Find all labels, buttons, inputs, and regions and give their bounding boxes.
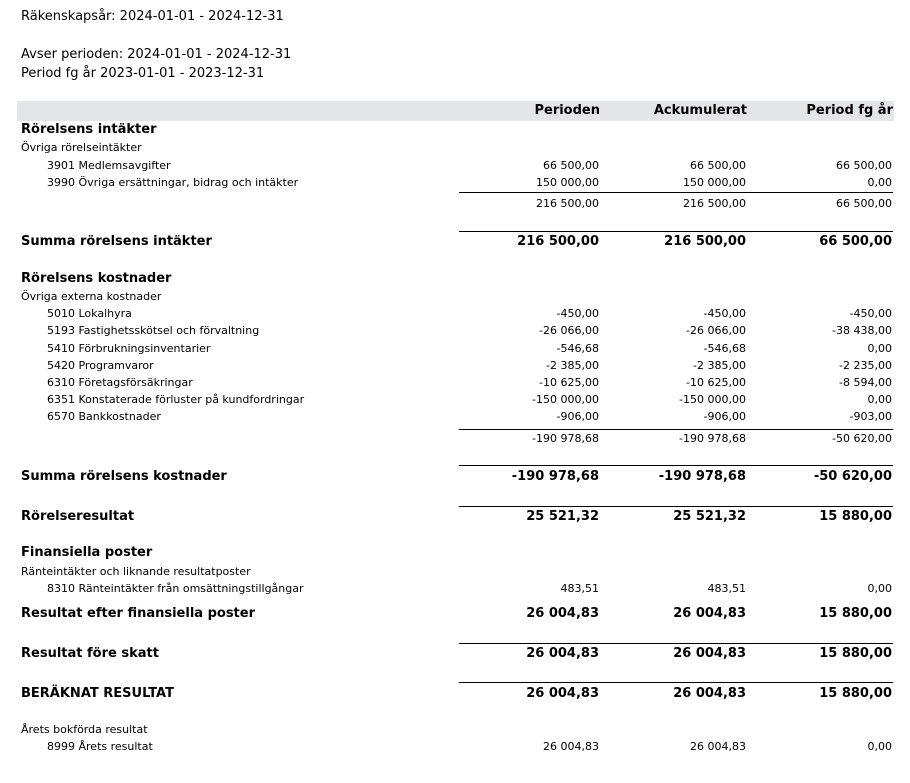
sum-rule	[459, 643, 893, 644]
table-row	[0, 740, 910, 754]
value-period: 26 004,83	[543, 740, 599, 753]
table-row	[0, 342, 910, 356]
value-accumulated: 483,51	[707, 582, 746, 595]
account-label: 5010 Lokalhyra	[47, 307, 132, 320]
sum-rule	[459, 465, 893, 466]
value-period: 25 521,32	[526, 509, 599, 524]
value-accumulated: -2 385,00	[693, 359, 746, 372]
value-previous-year: -50 620,00	[832, 432, 892, 445]
table-row	[0, 307, 910, 321]
value-period: -10 625,00	[539, 376, 599, 389]
account-label: 6570 Bankkostnader	[47, 410, 161, 423]
account-label: 3901 Medlemsavgifter	[47, 159, 171, 172]
table-row	[0, 393, 910, 407]
value-accumulated: 26 004,83	[673, 686, 746, 701]
section-title-costs	[0, 271, 910, 287]
value-previous-year: -450,00	[849, 307, 892, 320]
group-title: Årets bokförda resultat	[21, 723, 148, 736]
value-period: -906,00	[556, 410, 599, 423]
account-label: 5193 Fastighetsskötsel och förvaltning	[47, 324, 260, 337]
sum-rule	[459, 682, 893, 683]
table-row	[0, 376, 910, 390]
table-row	[0, 159, 910, 173]
account-label: 3990 Övriga ersättningar, bidrag och intäkter	[47, 176, 299, 189]
value-period: -450,00	[556, 307, 599, 320]
sum-row-costs	[0, 469, 910, 485]
group-title: Övriga externa kostnader	[21, 290, 162, 303]
value-period: 216 500,00	[536, 197, 599, 210]
column-header-bar	[17, 101, 894, 121]
table-row	[0, 410, 910, 424]
column-header-previous-year: Period fg år	[806, 103, 893, 118]
calculated-result-row	[0, 686, 910, 702]
table-row	[0, 582, 910, 596]
after-financial-row	[0, 606, 910, 622]
value-accumulated: -906,00	[703, 410, 746, 423]
section-title: Rörelsens kostnader	[21, 271, 172, 286]
column-header-period: Perioden	[534, 103, 600, 118]
section-title-financial	[0, 545, 910, 561]
operating-result-row	[0, 509, 910, 525]
value-accumulated: -190 978,68	[679, 432, 746, 445]
value-previous-year: 66 500,00	[836, 159, 892, 172]
value-period: 483,51	[560, 582, 599, 595]
value-accumulated: 66 500,00	[690, 159, 746, 172]
value-previous-year: 15 880,00	[819, 509, 892, 524]
period: Avser perioden: 2024-01-01 - 2024-12-31	[21, 47, 292, 62]
value-period: -190 978,68	[511, 469, 599, 484]
section-title: Rörelsens intäkter	[21, 122, 157, 137]
value-period: -26 066,00	[539, 324, 599, 337]
value-accumulated: 26 004,83	[673, 606, 746, 621]
value-accumulated: 216 500,00	[683, 197, 746, 210]
value-period: -150 000,00	[532, 393, 599, 406]
value-accumulated: 26 004,83	[690, 740, 746, 753]
sum-rule	[459, 231, 893, 232]
result-label: Rörelseresultat	[21, 509, 135, 524]
account-label: 5420 Programvaror	[47, 359, 154, 372]
previous-period: Period fg år 2023-01-01 - 2023-12-31	[21, 66, 265, 81]
value-period: 66 500,00	[543, 159, 599, 172]
sum-rule	[459, 506, 893, 507]
result-label: Resultat efter finansiella poster	[21, 606, 255, 621]
column-header-accumulated: Ackumulerat	[653, 103, 747, 118]
value-previous-year: -38 438,00	[832, 324, 892, 337]
account-label: 6310 Företagsförsäkringar	[47, 376, 193, 389]
value-previous-year: -50 620,00	[813, 469, 892, 484]
value-accumulated: -546,68	[703, 342, 746, 355]
value-period: -546,68	[556, 342, 599, 355]
group-title-financial	[0, 565, 910, 579]
value-previous-year: 15 880,00	[819, 686, 892, 701]
subtotal-rule	[459, 429, 893, 430]
group-title-income	[0, 141, 910, 155]
value-previous-year: -903,00	[849, 410, 892, 423]
value-accumulated: 216 500,00	[664, 234, 746, 249]
sum-label: Summa rörelsens kostnader	[21, 469, 227, 484]
value-previous-year: 66 500,00	[836, 197, 892, 210]
value-period: 150 000,00	[536, 176, 599, 189]
value-previous-year: 15 880,00	[819, 646, 892, 661]
value-period: 216 500,00	[517, 234, 599, 249]
subtotal-rule	[459, 192, 893, 193]
table-row	[0, 176, 910, 190]
value-period: 26 004,83	[526, 606, 599, 621]
value-previous-year: 0,00	[867, 582, 892, 595]
value-accumulated: -450,00	[703, 307, 746, 320]
value-previous-year: 15 880,00	[819, 606, 892, 621]
value-period: 26 004,83	[526, 646, 599, 661]
value-period: -190 978,68	[532, 432, 599, 445]
account-label: 6351 Konstaterade förluster på kundfordringar	[47, 393, 305, 406]
value-previous-year: -2 235,00	[839, 359, 892, 372]
group-title: Övriga rörelseintäkter	[21, 141, 142, 154]
section-title: Finansiella poster	[21, 545, 153, 560]
table-row	[0, 359, 910, 373]
value-previous-year: 0,00	[867, 393, 892, 406]
group-title-booked	[0, 723, 910, 737]
value-accumulated: -26 066,00	[686, 324, 746, 337]
value-accumulated: 150 000,00	[683, 176, 746, 189]
value-accumulated: -10 625,00	[686, 376, 746, 389]
value-previous-year: 66 500,00	[819, 234, 892, 249]
result-label: BERÄKNAT RESULTAT	[21, 686, 174, 701]
result-label: Resultat före skatt	[21, 646, 159, 661]
section-title-income	[0, 122, 910, 138]
group-title-costs	[0, 290, 910, 304]
sum-row-income	[0, 234, 910, 250]
account-label: 8310 Ränteintäkter från omsättningstillgångar	[47, 582, 304, 595]
value-accumulated: 25 521,32	[673, 509, 746, 524]
value-accumulated: 26 004,83	[673, 646, 746, 661]
subtotal-row	[0, 197, 910, 211]
value-previous-year: 0,00	[867, 740, 892, 753]
value-previous-year: 0,00	[867, 342, 892, 355]
account-label: 8999 Årets resultat	[47, 740, 153, 753]
before-tax-row	[0, 646, 910, 662]
value-accumulated: -150 000,00	[679, 393, 746, 406]
value-previous-year: 0,00	[867, 176, 892, 189]
subtotal-row	[0, 432, 910, 446]
value-period: 26 004,83	[526, 686, 599, 701]
table-row	[0, 324, 910, 338]
sum-label: Summa rörelsens intäkter	[21, 234, 212, 249]
fiscal-year: Räkenskapsår: 2024-01-01 - 2024-12-31	[21, 9, 284, 24]
value-accumulated: -190 978,68	[658, 469, 746, 484]
account-label: 5410 Förbrukningsinventarier	[47, 342, 211, 355]
group-title: Ränteintäkter och liknande resultatposter	[21, 565, 251, 578]
value-period: -2 385,00	[546, 359, 599, 372]
value-previous-year: -8 594,00	[839, 376, 892, 389]
